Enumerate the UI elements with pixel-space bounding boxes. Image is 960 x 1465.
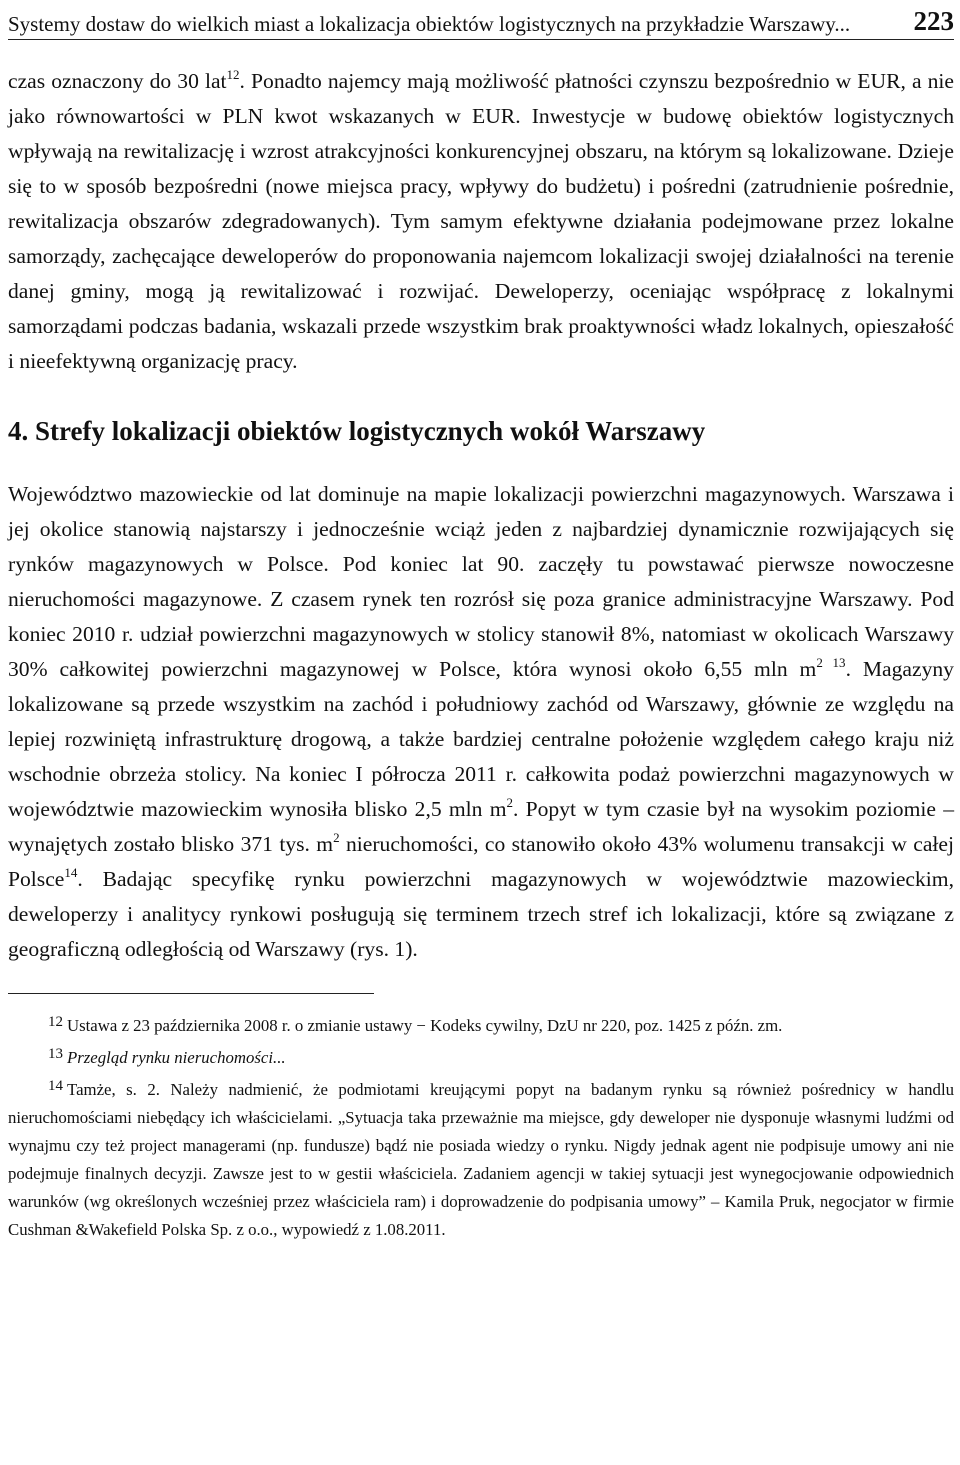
page-number: 223 [913,6,954,36]
footnote-text: Ustawa z 23 października 2008 r. o zmianie ustawy − Kodeks cywilny, DzU nr 220, poz. 1425 z późn. zm. [67,1016,783,1035]
paragraph-text: . Popyt w tym czasie był na wysokim poziomie – wynajętych zostało blisko 371 tys. m [8,797,954,856]
footnote-separator [8,993,374,994]
paragraph-text: . Badając specyfikę rynku powierzchni magazynowych w województwie mazowieckim, deweloperzy i analitycy rynkowi posługują się terminem trzech stref ich lokalizacji, które są związane z geograficzną odległością od Warszawy (rys. 1). [8,867,954,961]
paragraph-text: . Ponadto najemcy mają możliwość płatności czynszu bezpośrednio w EUR, a nie jako równowartości w PLN kwot wskazanych w EUR. Inwestycje w budowę obiektów logistycznych wpływają na rewitalizację i wzrost atrakcyjności konkurencyjnej obszaru, na którym są lokalizowane. Dzieje się to w sposób bezpośredni (nowe miejsca pracy, wpływy do budżetu) i pośredni (zatrudnienie pośrednie, rewitalizacja obszarów zdegradowanych). Tym samym efektywne działania podejmowane przez lokalne samorządy, zachęcające deweloperów do proponowania najemcom lokalizacji swojej działalności na terenie danej gminy, mogą ją rewitalizować i rozwijać. Deweloperzy, oceniając współpracę z lokalnymi samorządami podczas badania, wskazali przede wszystkim brak proaktywności władz lokalnych, opieszałość i nieefektywną organizację pracy. [8,69,954,373]
paragraph-text: . Magazyny lokalizowane są przede wszystkim na zachód i południowy zachód od Warszawy, głównie ze względu na lepiej rozwiniętą infrastrukturę drogową, a także bardziej centralne położenie względem całego kraju niż wschodnie obrzeża stolicy. Na koniec I półrocza 2011 r. całkowita podaż powierzchni magazynowych w województwie mazowieckim wynosiła blisko 2,5 mln m [8,657,954,821]
footnote [8,1072,954,1244]
body-paragraph [8,64,954,379]
paragraph-text: czas oznaczony do 30 lat [8,69,227,93]
paragraph-text: nieruchomości, co stanowiło około 43% wolumenu transakcji w całej Polsce [8,832,954,891]
footnote-ref[interactable]: 12 [226,67,240,82]
section-heading: 4. Strefy lokalizacji obiektów logistycznych wokół Warszawy [8,416,706,446]
footnote-ref[interactable]: 2 13 [816,655,846,670]
paragraph-text: Województwo mazowieckie od lat dominuje na mapie lokalizacji powierzchni magazynowych. Warszawa i jej okolice stanowią najstarszy i jednocześnie wciąż jeden z najbardziej dynamicznie rozwijających się rynków magazynowych w Polsce. Pod koniec lat 90. zaczęły tu powstawać pierwsze nowoczesne nieruchomości magazynowe. Z czasem rynek ten rozrósł się poza granice administracyjne Warszawy. Pod koniec 2010 r. udział powierzchni magazynowych w stolicy stanowił 8%, natomiast w okolicach Warszawy 30% całkowitej powierzchni magazynowej w Polsce, która wynosi około 6,55 mln m [8,482,954,681]
footnote [8,1040,954,1072]
footnote-text: Tamże, s. 2. Należy nadmienić, że podmiotami kreującymi popyt na badanym rynku są również pośrednicy w handlu nieruchomościami niebędący ich właścicielami. „Sytuacja taka przeważnie ma miejsce, gdy deweloper nie dysponuje własnymi ludźmi od wynajmu czy też project managerami (np. fundusze) bądź nie posiada wiedzy o rynku. Nigdy jednak agent nie podpisuje umowy ani nie podejmuje finalnych decyzji. Zawsze jest to w gestii właściciela. Zadaniem agencji w takiej sytuacji jest wynegocjowanie odpowiednich warunków (wg określonych wcześniej przez właściciela ram) i doprowadzenie do podpisania umowy” – Kamila Pruk, negocjator w firmie Cushman &Wakefield Polska Sp. z o.o., wypowiedź z 1.08.2011. [8,1080,954,1239]
footnote-number: 13 [48,1046,63,1062]
running-header [8,0,954,40]
superscript-exponent: 2 [333,830,340,845]
footnote-ref[interactable]: 14 [64,865,78,880]
footnote [8,1008,954,1040]
running-header-title: Systemy dostaw do wielkich miast a lokalizacja obiektów logistycznych na przykładzie Warszawy... [8,12,851,36]
footnote-text: Przegląd rynku nieruchomości... [67,1048,286,1067]
superscript-exponent: 2 [506,795,513,810]
footnote-number: 14 [48,1078,63,1094]
footnote-number: 12 [48,1014,63,1030]
body-paragraph [8,477,954,967]
document-page [8,0,954,1244]
